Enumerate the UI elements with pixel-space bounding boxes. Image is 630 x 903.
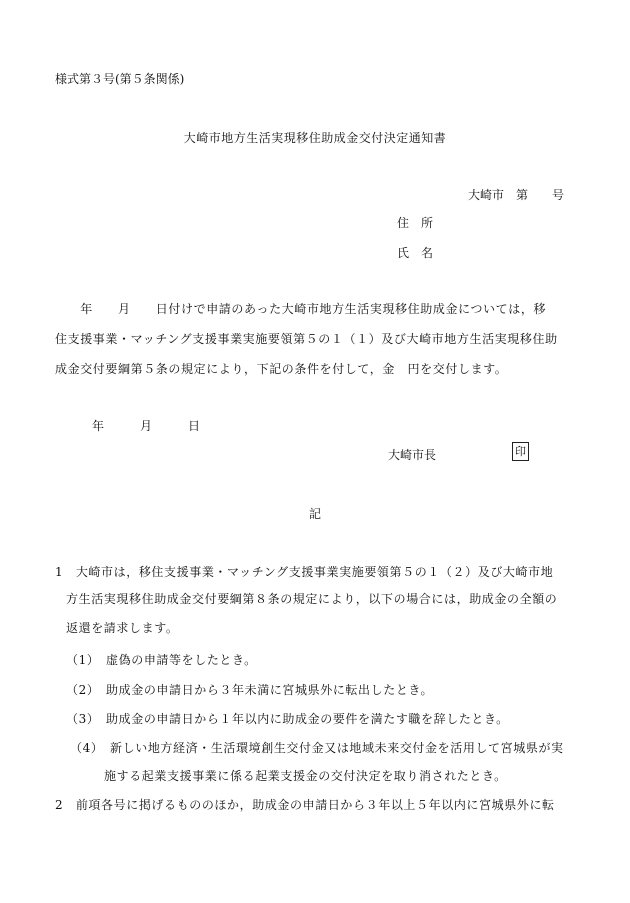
address-label: 住 所 (397, 216, 434, 230)
body-line-3: 成金交付要綱第５条の規定により，下記の条件を付して，金 円を交付します。 (55, 362, 508, 376)
mayor-title: 大崎市長 (388, 448, 437, 462)
condition-2-line-1: 2 前項各号に掲げるもののほか，助成金の申請日から３年以上５年以内に宮城県外に転 (55, 798, 555, 812)
issue-date: 年 月 日 (92, 419, 201, 433)
notes-heading: 記 (308, 507, 321, 521)
condition-1-sub-4-line-2: 施する起業支援事業に係る起業支援金の交付決定を取り消されたとき。 (104, 769, 507, 783)
name-label: 氏 名 (397, 246, 434, 260)
condition-1-line-2: 方生活実現移住助成金交付要綱第８条の規定により，以下の場合には，助成金の全額の (66, 592, 558, 606)
condition-1-sub-1: （1） 虚偽の申請等をしたとき。 (66, 653, 257, 667)
body-line-2: 住支援事業・マッチング支援事業実施要領第５の１（１）及び大崎市地方生活実現移住助 (55, 332, 558, 346)
reference-number: 大崎市 第 号 (468, 188, 565, 202)
condition-1-sub-4-line-1: （4） 新しい地方経済・生活環境創生交付金又は地域未来交付金を活用して宮城県が実 (70, 741, 564, 755)
document-title: 大崎市地方生活実現移住助成金交付決定通知書 (183, 131, 447, 145)
condition-1-line-1: 1 大崎市は，移住支援事業・マッチング支援事業実施要領第５の１（２）及び大崎市地 (55, 565, 554, 579)
condition-1-sub-3: （3） 助成金の申請日から１年以内に助成金の要件を満たす職を辞したとき。 (66, 712, 509, 726)
form-number: 様式第３号(第５条関係) (55, 72, 185, 86)
condition-1-line-3: 返還を請求します。 (66, 621, 179, 635)
condition-1-sub-2: （2） 助成金の申請日から３年未満に宮城県外に転出したとき。 (66, 683, 434, 697)
body-line-1: 年 月 日付けで申請のあった大崎市地方生活実現移住助成金については，移 (55, 302, 547, 316)
seal-stamp: 印 (512, 442, 529, 461)
